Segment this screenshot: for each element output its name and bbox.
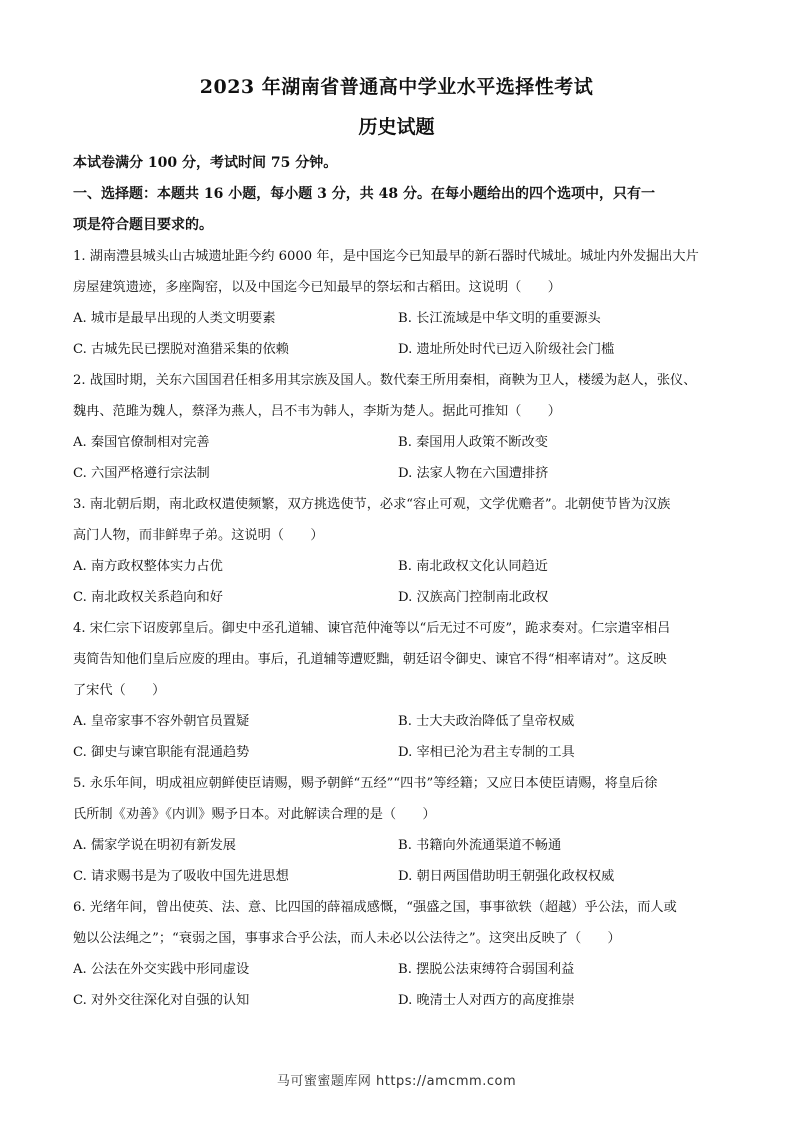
option-d: D. 法家人物在六国遭排挤 xyxy=(398,466,549,481)
option-row xyxy=(73,985,728,1016)
question-5 xyxy=(73,768,728,892)
option-b: B. 秦国用人政策不断改变 xyxy=(398,435,548,450)
question-stem-line: 高门人物，而非鲜卑子弟。这说明（ ） xyxy=(73,528,324,543)
option-c: C. 请求赐书是为了吸收中国先进思想 xyxy=(73,869,289,884)
option-a: A. 儒家学说在明初有新发展 xyxy=(73,838,236,853)
question-2 xyxy=(73,365,728,489)
question-stem-line: 6. 光绪年间，曾出使英、法、意、比四国的薛福成感慨，“强盛之国，事事欲轶（超越）乎公法，而人或 xyxy=(73,900,677,915)
exam-content xyxy=(73,148,728,1016)
question-stem-line: 5. 永乐年间，明成祖应朝鲜使臣请赐，赐予朝鲜“五经”“四书”等经籍；又应日本使臣请赐，将皇后徐 xyxy=(73,776,658,791)
question-stem-line: 房屋建筑遗迹，多座陶窑，以及中国迄今已知最早的祭坛和古稻田。这说明（ ） xyxy=(73,280,561,295)
option-b: B. 长江流域是中华文明的重要源头 xyxy=(398,311,601,326)
option-b: B. 南北政权文化认同趋近 xyxy=(398,559,548,574)
option-c: C. 南北政权关系趋向和好 xyxy=(73,590,223,605)
option-row xyxy=(73,458,728,489)
option-row xyxy=(73,861,728,892)
option-c: C. 御史与谏官职能有混通趋势 xyxy=(73,745,250,760)
question-6 xyxy=(73,892,728,1016)
option-a: A. 城市是最早出现的人类文明要素 xyxy=(73,311,276,326)
exam-note: 本试卷满分 100 分，考试时间 75 分钟。 xyxy=(73,155,338,171)
question-stem-line: 1. 湖南澧县城头山古城遗址距今约 6000 年，是中国迄今已知最早的新石器时代城址。城址内外发掘出大片 xyxy=(73,249,699,264)
option-d: D. 朝日两国借助明王朝强化政权权威 xyxy=(398,869,615,884)
footer-watermark: 马可蜜蜜题库网 https://amcmm.com xyxy=(276,1074,517,1089)
question-stem-line: 了宋代（ ） xyxy=(73,683,166,698)
question-stem-line: 2. 战国时期，关东六国国君任相多用其宗族及国人。数代秦王所用秦相，商鞅为卫人，楼缓为赵人，张仪、 xyxy=(73,373,697,388)
option-d: D. 遗址所处时代已迈入阶级社会门槛 xyxy=(398,342,615,357)
option-d: D. 晚清士人对西方的高度推崇 xyxy=(398,993,575,1008)
option-d: D. 汉族高门控制南北政权 xyxy=(398,590,549,605)
option-b: B. 摆脱公法束缚符合弱国利益 xyxy=(398,962,575,977)
option-a: A. 公法在外交实践中形同虚设 xyxy=(73,962,250,977)
question-stem-line: 夷简告知他们皇后应废的理由。事后，孔道辅等遭贬黜，朝廷诏令御史、谏官不得“相率请对”。这反映 xyxy=(73,652,667,667)
question-stem-line: 4. 宋仁宗下诏废郭皇后。御史中丞孔道辅、谏官范仲淹等以“后无过不可废”，跪求奏对。仁宗遣宰相吕 xyxy=(73,621,671,636)
option-row xyxy=(73,830,728,861)
option-row xyxy=(73,737,728,768)
option-row xyxy=(73,427,728,458)
option-b: B. 士大夫政治降低了皇帝权威 xyxy=(398,714,575,729)
section-instruction-line-1: 一、选择题：本题共 16 小题，每小题 3 分，共 48 分。在每小题给出的四个选项中，只有一 xyxy=(73,186,655,202)
option-a: A. 南方政权整体实力占优 xyxy=(73,559,223,574)
option-row xyxy=(73,706,728,737)
page-title: 2023 年湖南省普通高中学业水平选择性考试 xyxy=(199,76,594,98)
option-row xyxy=(73,954,728,985)
section-instruction-line-2: 项是符合题目要求的。 xyxy=(73,217,213,233)
option-b: B. 书籍向外流通渠道不畅通 xyxy=(398,838,562,853)
option-a: A. 皇帝家事不容外朝官员置疑 xyxy=(73,714,250,729)
option-row xyxy=(73,303,728,334)
option-c: C. 古城先民已摆脱对渔猎采集的依赖 xyxy=(73,342,289,357)
question-4 xyxy=(73,613,728,768)
option-row xyxy=(73,582,728,613)
option-row xyxy=(73,334,728,365)
question-stem-line: 3. 南北朝后期，南北政权遣使频繁，双方挑选使节，必求“容止可观，文学优赡者”。北朝使节皆为汉族 xyxy=(73,497,671,512)
option-a: A. 秦国官僚制相对完善 xyxy=(73,435,210,450)
question-stem-line: 勉以公法绳之”；“衰弱之国，事事求合乎公法，而人未必以公法待之”。这突出反映了（ ） xyxy=(73,931,621,946)
question-1 xyxy=(73,241,728,365)
question-stem-line: 氏所制《劝善》《内训》赐予日本。对此解读合理的是（ ） xyxy=(73,807,436,822)
option-row xyxy=(73,551,728,582)
option-c: C. 对外交往深化对自强的认知 xyxy=(73,993,250,1008)
question-3 xyxy=(73,489,728,613)
option-c: C. 六国严格遵行宗法制 xyxy=(73,466,210,481)
option-d: D. 宰相已沦为君主专制的工具 xyxy=(398,745,575,760)
question-stem-line: 魏冉、范雎为魏人，蔡泽为燕人，吕不韦为韩人，李斯为楚人。据此可推知（ ） xyxy=(73,404,561,419)
page-subtitle: 历史试题 xyxy=(358,116,435,138)
